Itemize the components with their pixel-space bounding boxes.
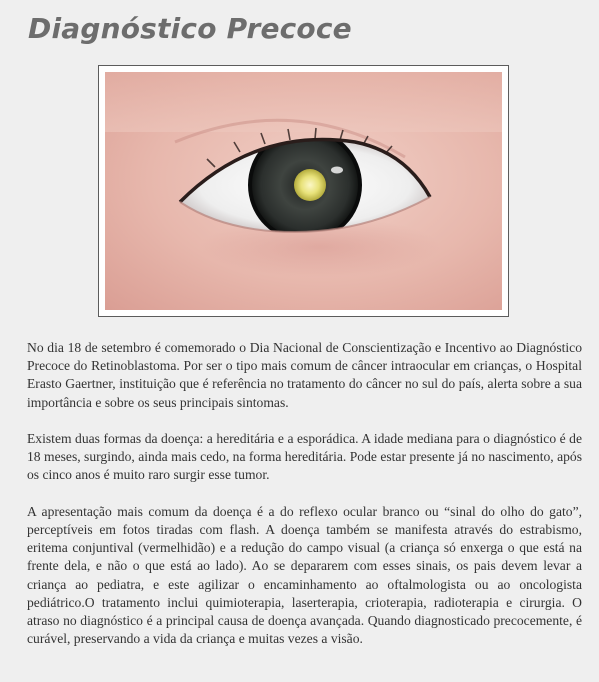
page-title: Diagnóstico Precoce xyxy=(28,12,352,45)
eye-illustration xyxy=(105,72,502,310)
paragraph-symptoms: A apresentação mais comum da doença é a do reflexo ocular branco ou “sinal do olho do gato”, perceptíveis em fotos tiradas com flash. A doença também se manifesta através do estrabismo, eritema conjuntival (vermelhidão) e a redução do campo visual (a criança só enxerga o que está na frente dela, e não o que está ao lado). Ao se depararem com esses sinais, os pais devem levar a criança ao pediatra, e este agilizar o encaminhamento ao oftalmologista ou ao oncologista pediátrico.O tratamento inclui quimioterapia, laserterapia, crioterapia, radioterapia e cirurgia. O atraso no diagnóstico é a principal causa de doença avançada. Quando diagnosticado precocemente, é curável, preservando a vida da criança e muitas vezes a visão. xyxy=(27,503,582,647)
eye-photo xyxy=(105,72,502,310)
paragraph-intro: No dia 18 de setembro é comemorado o Dia Nacional de Conscientização e Incentivo ao Diagnóstico Precoce do Retinoblastoma. Por ser o tipo mais comum de câncer intraocular em crianças, o Hospital Erasto Gaertner, instituição que é referência no tratamento do câncer no sul do país, alerta sobre a sua importância e sobre os seus principais sintomas. xyxy=(27,340,582,410)
article-body xyxy=(27,339,582,667)
paragraph-forms: Existem duas formas da doença: a hereditária e a esporádica. A idade mediana para o diagnóstico é de 18 meses, surgindo, ainda mais cedo, na forma hereditária. Pode estar presente já no nascimento, após os cinco anos é muito raro surgir esse tumor. xyxy=(27,431,582,483)
photo-frame xyxy=(98,65,509,317)
